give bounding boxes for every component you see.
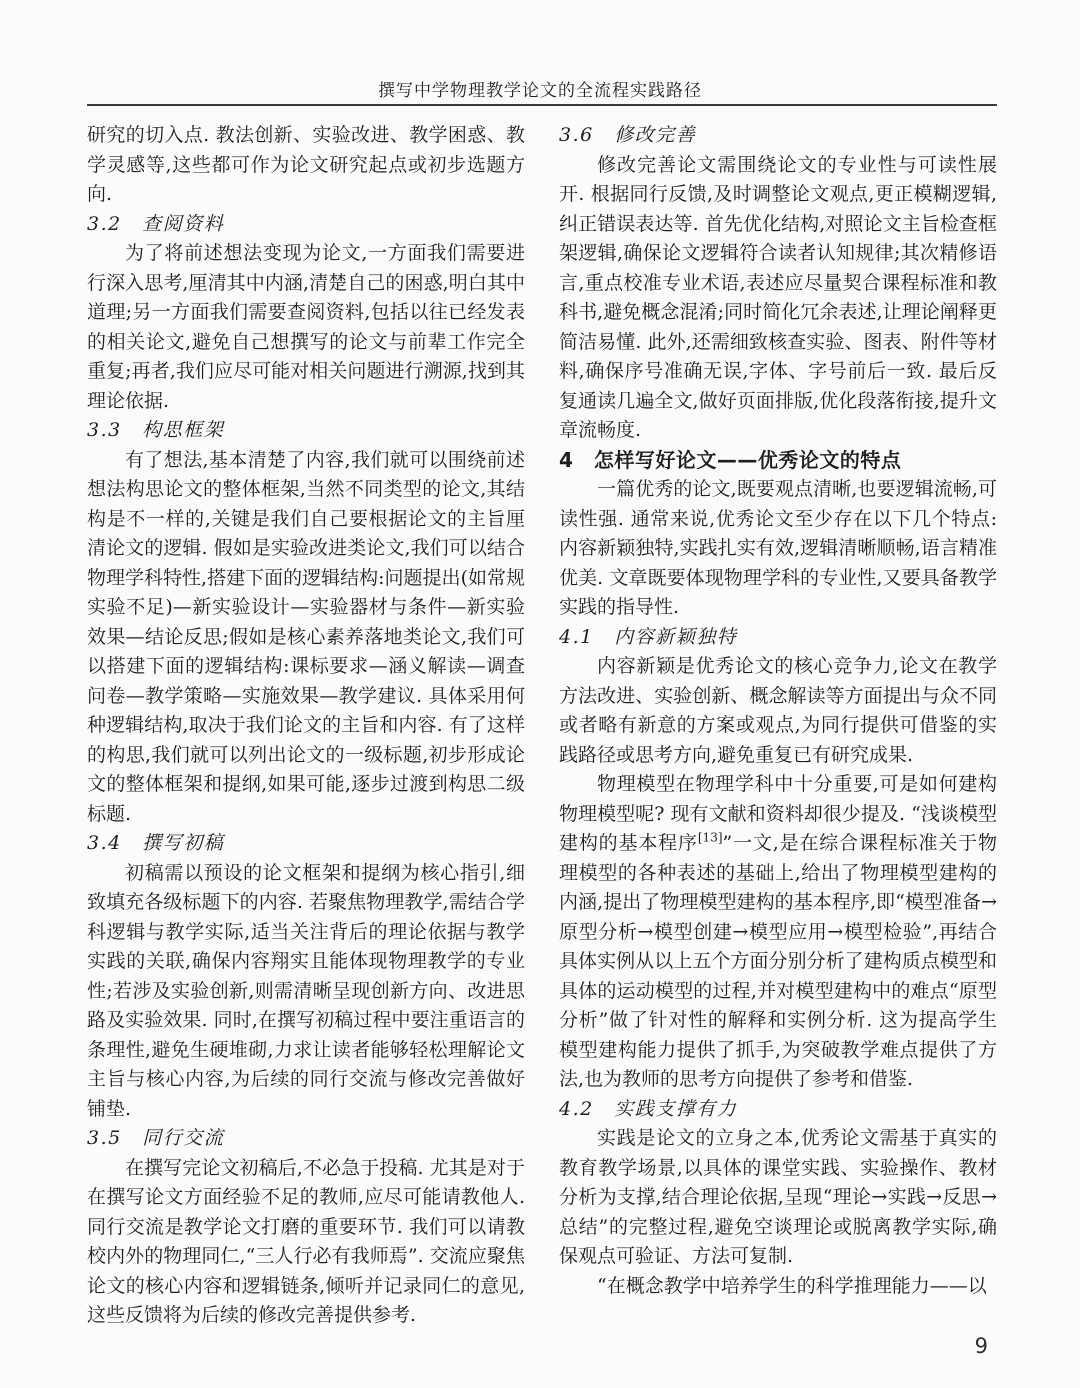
paragraph: 研究的切入点. 教法创新、实验改进、教学困惑、教学灵感等,这些都可作为论文研究起点或初步选题方向.	[87, 124, 525, 205]
section-heading: 3.3 构思框架	[87, 419, 225, 441]
section-heading: 3.4 撰写初稿	[87, 832, 225, 854]
paragraph: 为了将前述想法变现为论文,一方面我们需要进行深入思考,厘清其中内涵,清楚自己的困惑,明白其中道理;另一方面我们需要查阅资料,包括以往已经发表的相关论文,避免自己想撰写的论文与前辈工作完全重复;再者,我们应尽可能对相关问题进行溯源,找到其理论依据.	[87, 242, 525, 412]
paragraph: 修改完善论文需围绕论文的专业性与可读性展开. 根据同行反馈,及时调整论文观点,更正模糊逻辑,纠正错误表达等. 首先优化结构,对照论文主旨检查框架逻辑,确保论文逻辑符合读者认知规律;其次精修语言,重点校准专业术语,表述应尽量契合课程标准和教科书,避免概念混淆;同时简化冗余表述,让理论阐释更简洁易懂. 此外,还需细致核查实验、图表、附件等材料,确保序号准确无误,字体、字号前后一致. 最后反复通读几遍全文,做好页面排版,优化段落衔接,提升文章流畅度.	[559, 153, 997, 441]
running-head: 撰写中学物理教学论文的全流程实践路径	[378, 81, 702, 101]
section-heading: 3.5 同行交流	[87, 1127, 225, 1149]
two-column-body	[87, 121, 997, 1331]
section-heading: 4.2 实践支撑有力	[559, 1097, 738, 1120]
paragraph: 初稿需以预设的论文框架和提纲为核心指引,细致填充各级标题下的内容. 若聚焦物理教学,需结合学科逻辑与教学实际,适当关注背后的理论依据与教学实践的关联,确保内容翔实且能体现物理教学的专业性;若涉及实验创新,则需清晰呈现创新方向、改进思路及实验效果. 同时,在撰写初稿过程中要注重语言的条理性,避免生硬堆砌,力求让读者能够轻松理解论文主旨与核心内容,为后续的同行交流与修改完善做好铺垫.	[87, 861, 525, 1120]
left-column	[87, 121, 525, 1331]
page-number: 9	[974, 1334, 988, 1358]
paragraph: 有了想法,基本清楚了内容,我们就可以围绕前述想法构思论文的整体框架,当然不同类型的论文,其结构是不一样的,关键是我们自己要根据论文的主旨厘清论文的逻辑. 假如是实验改进类论文,我们可以结合物理学科特性,搭建下面的逻辑结构:问题提出(如常规实验不足)—新实验设计—实验器材与条件—新实验效果—结论反思;假如是核心素养落地类论文,我们可以搭建下面的逻辑结构:课标要求—涵义解读—调查问卷—教学策略—实施效果—教学建议. 具体采用何种逻辑结构,取决于我们论文的主旨和内容. 有了这样的构思,我们就可以列出论文的一级标题,初步形成论文的整体框架和提纲,如果可能,逐步过渡到构思二级标题.	[87, 448, 525, 825]
chapter-heading: 4 怎样写好论文——优秀论文的特点	[559, 447, 902, 472]
header-rule	[87, 104, 997, 106]
section-heading: 3.6 修改完善	[559, 124, 697, 146]
citation-reference: [13]	[697, 830, 723, 845]
paragraph: 在撰写完论文初稿后,不必急于投稿. 尤其是对于在撰写论文方面经验不足的教师,应尽可能请教他人. 同行交流是教学论文打磨的重要环节. 我们可以请教校内外的物理同仁,“三人行必有我师焉”. 交流应聚焦论文的核心内容和逻辑链条,倾听并记录同仁的意见,这些反馈将为后续的修改完善提供参考.	[87, 1156, 525, 1326]
paragraph: 内容新颖是优秀论文的核心竞争力,论文在教学方法改进、实验创新、概念解读等方面提出与众不同或者略有新意的方案或观点,为同行提供可借鉴的实践路径或思考方向,避免重复已有研究成果.	[559, 655, 997, 766]
paragraph: 实践是论文的立身之本,优秀论文需基于真实的教育教学场景,以具体的课堂实践、实验操作、教材分析为支撑,结合理论依据,呈现“理论→实践→反思→总结”的完整过程,避免空谈理论或脱离教学实际,确保观点可验证、方法可复制.	[559, 1127, 997, 1267]
section-heading: 4.1 内容新颖独特	[559, 625, 738, 648]
paragraph: “在概念教学中培养学生的科学推理能力——以	[597, 1274, 987, 1297]
paragraph: 物理模型在物理学科中十分重要,可是如何建构物理模型呢? 现有文献和资料却很少提及. “浅谈模型建构的基本程序[13]”一文,是在综合课程标准关于物理模型的各种表述的基础上,给出了物理模型建构的内涵,提出了物理模型建构的基本程序,即“模型准备→原型分析→模型创建→模型应用→模型检验”,再结合具体实例从以上五个方面分别分析了建构质点模型和具体的运动模型的过程,并对模型建构中的难点“原型分析”做了针对性的解释和实例分析. 这为提高学生模型建构能力提供了抓手,为突破教学难点提供了方法,也为教师的思考方向提供了参考和借鉴.	[559, 773, 997, 1090]
section-heading: 3.2 查阅资料	[87, 212, 225, 235]
paragraph: 一篇优秀的论文,既要观点清晰,也要逻辑流畅,可读性强. 通常来说,优秀论文至少存在以下几个特点:内容新颖独特,实践扎实有效,逻辑清晰顺畅,语言精准优美. 文章既要体现物理学科的专业性,又要具备教学实践的指导性.	[559, 478, 997, 618]
right-column	[559, 121, 997, 1331]
